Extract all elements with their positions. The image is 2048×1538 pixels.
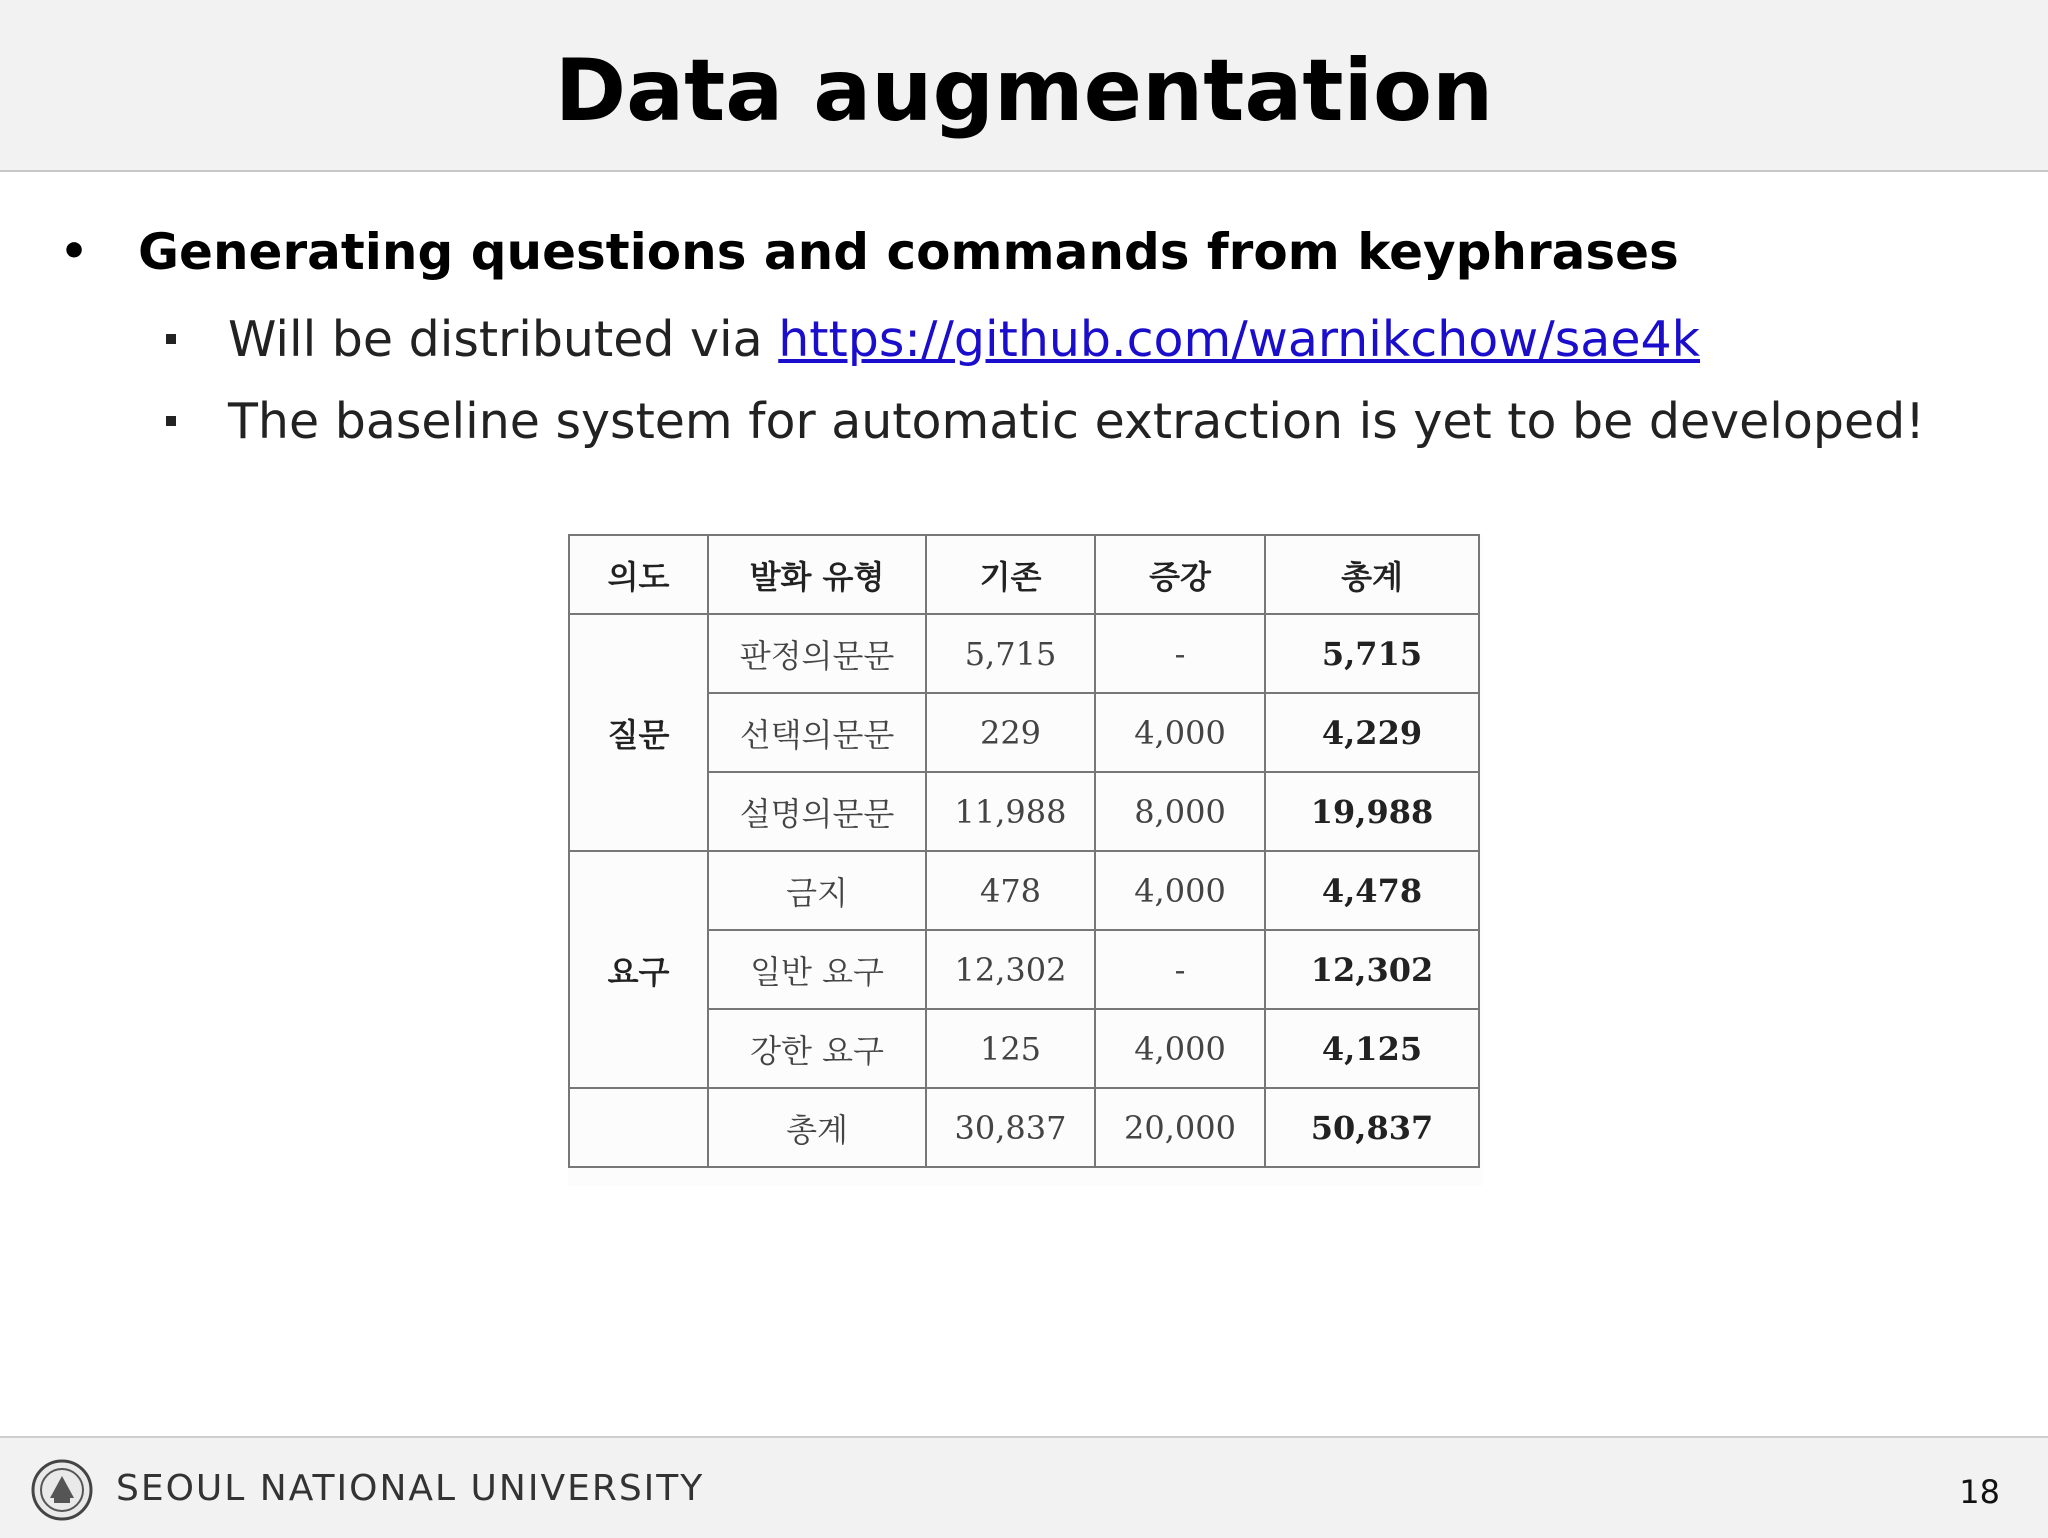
augmentation-table-image (568, 534, 1482, 1186)
snu-emblem-icon (30, 1458, 94, 1522)
total-cell: 4,125 (1265, 1009, 1479, 1088)
square-bullet-icon (166, 416, 176, 426)
augmented-cell: 8,000 (1095, 772, 1265, 851)
augmented-cell: 4,000 (1095, 693, 1265, 772)
sub-bullet-text: The baseline system for automatic extraction is yet to be developed! (228, 393, 1925, 450)
main-bullet-text: Generating questions and commands from keyphrases (138, 223, 1679, 281)
augmented-cell: 4,000 (1095, 851, 1265, 930)
header-cell: 의도 (569, 535, 708, 614)
total-cell: 19,988 (1265, 772, 1479, 851)
type-cell: 강한 요구 (708, 1009, 926, 1088)
total-cell: 5,715 (1265, 614, 1479, 693)
existing-cell: 229 (926, 693, 1095, 772)
intent-cell: 요구 (569, 851, 708, 1088)
intent-cell: 질문 (569, 614, 708, 851)
table-sum-row (569, 1088, 1479, 1167)
header-cell: 총계 (1265, 535, 1479, 614)
augmented-cell: - (1095, 930, 1265, 1009)
existing-cell: 11,988 (926, 772, 1095, 851)
augmented-cell: 4,000 (1095, 1009, 1265, 1088)
sum-label-cell: 총계 (708, 1088, 926, 1167)
square-bullet-icon (166, 334, 176, 344)
type-cell: 일반 요구 (708, 930, 926, 1009)
existing-cell: 30,837 (926, 1088, 1095, 1167)
augmented-cell: - (1095, 614, 1265, 693)
existing-cell: 5,715 (926, 614, 1095, 693)
title-bar (0, 0, 2048, 172)
existing-cell: 12,302 (926, 930, 1095, 1009)
augmentation-table (568, 534, 1480, 1168)
header-cell: 증강 (1095, 535, 1265, 614)
existing-cell: 125 (926, 1009, 1095, 1088)
slide-title: Data augmentation (554, 41, 1494, 141)
bullet-dot-icon: • (60, 226, 89, 277)
type-cell: 금지 (708, 851, 926, 930)
page-number: 18 (1959, 1473, 2000, 1511)
total-cell: 4,229 (1265, 693, 1479, 772)
table-row (569, 614, 1479, 693)
empty-intent-cell (569, 1088, 708, 1167)
footer-bar (0, 1436, 2048, 1538)
table-header-row (569, 535, 1479, 614)
augmented-cell: 20,000 (1095, 1088, 1265, 1167)
sub-bullet-prefix: Will be distributed via (228, 311, 779, 368)
existing-cell: 478 (926, 851, 1095, 930)
total-cell: 50,837 (1265, 1088, 1479, 1167)
type-cell: 판정의문문 (708, 614, 926, 693)
total-cell: 4,478 (1265, 851, 1479, 930)
type-cell: 선택의문문 (708, 693, 926, 772)
sub-bullet-text (228, 304, 1700, 376)
table-row (569, 851, 1479, 930)
header-cell: 발화 유형 (708, 535, 926, 614)
type-cell: 설명의문문 (708, 772, 926, 851)
header-cell: 기존 (926, 535, 1095, 614)
total-cell: 12,302 (1265, 930, 1479, 1009)
github-link[interactable]: https://github.com/warnikchow/sae4k (778, 311, 1701, 368)
university-name: SEOUL NATIONAL UNIVERSITY (116, 1468, 705, 1509)
